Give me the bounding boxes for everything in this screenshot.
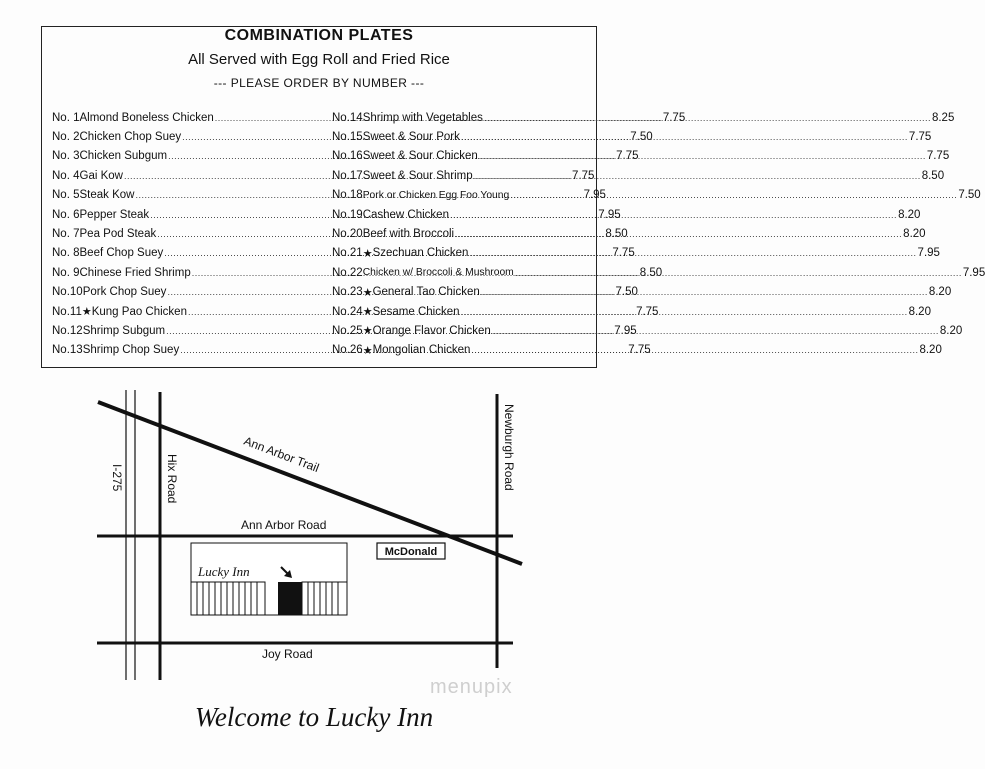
menu-item-number: No.15 [332, 131, 363, 144]
menu-item-price: 7.95 [583, 189, 606, 202]
menu-item-name: Sweet & Sour Pork [362, 131, 460, 144]
menu-order-note: --- PLEASE ORDER BY NUMBER --- [213, 76, 425, 90]
menu-item-price: 8.50 [639, 266, 663, 279]
menu-item-leader-dots [481, 287, 928, 297]
menu-item-number: No.25 [332, 324, 363, 337]
menu-item-star-icon: ★ [81, 306, 92, 319]
menu-item-price: 7.75 [572, 169, 595, 182]
menupix-watermark: menupix [430, 676, 513, 698]
menu-item-price: 7.95 [598, 208, 621, 221]
menu-item-name: Chicken Chop Suey [79, 131, 182, 144]
menu-item-name: Pork Chop Suey [82, 286, 167, 299]
menu-item-star-icon: ★ [362, 286, 373, 299]
ann-arbor-road-label: Ann Arbor Road [241, 518, 327, 532]
menu-item-name: Pepper Steak [79, 208, 150, 221]
menu-item-leader-dots [455, 229, 902, 239]
menu-item-leader-dots [510, 190, 957, 200]
menu-item-number: No. 3 [52, 150, 80, 163]
menu-item-number: No.26 [332, 344, 363, 357]
menu-item-name: Chinese Fried Shrimp [79, 266, 191, 279]
lucky-inn-store-unit [278, 582, 302, 615]
menu-item-price: 7.95 [614, 324, 637, 337]
menu-item-leader-dots [479, 151, 926, 161]
menu-item-number: No. 1 [52, 111, 80, 124]
menu-item-number: No.12 [52, 324, 83, 337]
menu-item-number: No.14 [332, 111, 363, 124]
menu-item-price: 8.20 [908, 305, 931, 318]
combination-plates-menu [41, 26, 985, 368]
menu-item-price: 7.50 [958, 189, 981, 202]
menu-item-number: No.17 [332, 169, 363, 182]
menu-item-price: 8.50 [605, 228, 628, 241]
menu-item-name: Almond Boneless Chicken [79, 111, 214, 124]
menu-item-leader-dots [484, 113, 931, 123]
menu-item-leader-dots [471, 345, 918, 355]
menu-subtitle: All Served with Egg Roll and Fried Rice [188, 51, 450, 68]
menu-item-name: Steak Kow [79, 189, 135, 202]
menu-item-number: No.13 [52, 344, 83, 357]
storefront-stripes-right [302, 582, 347, 615]
menu-item-leader-dots [492, 326, 939, 336]
menu-item-price: 7.75 [616, 150, 639, 163]
menu-item-price: 8.50 [921, 169, 945, 182]
menu-item-number: No. 2 [52, 131, 80, 144]
menu-item-name: Szechuan Chicken [372, 247, 469, 260]
menu-item-star-icon: ★ [362, 247, 373, 260]
menu-item-price: 8.20 [919, 344, 942, 357]
lucky-inn-map-label: Lucky Inn [198, 564, 250, 579]
menu-item-leader-dots [474, 171, 921, 181]
ann-arbor-trail-label: Ann Arbor Trail [241, 433, 322, 476]
menu-item-name: Shrimp with Vegetables [362, 111, 483, 124]
menu-item-price: 8.20 [903, 228, 926, 241]
menu-item-price: 8.20 [928, 286, 952, 299]
menu-item-number: No. 6 [52, 208, 80, 221]
menu-column-right [332, 108, 985, 360]
welcome-text: Welcome to Lucky Inn [194, 702, 434, 732]
menu-item-name: General Tao Chicken [372, 286, 480, 299]
menu-item-name: Chicken Subgum [79, 150, 168, 163]
menu-item-name: Pea Pod Steak [79, 228, 157, 241]
menu-item-price: 7.75 [662, 111, 686, 124]
menu-item-price: 7.50 [615, 286, 638, 299]
menu-item-price: 7.75 [908, 131, 932, 144]
menu-item-number: No.10 [52, 286, 83, 299]
menu-item-name: Shrimp Chop Suey [82, 344, 180, 357]
menu-item-name: Mongolian Chicken [372, 344, 471, 357]
menu-item [332, 166, 945, 185]
menu-item-leader-dots [469, 248, 916, 258]
menu-item-leader-dots [461, 307, 908, 317]
menu-item-number: No.24 [332, 305, 363, 318]
menu-item-name: Shrimp Subgum [82, 324, 166, 337]
menu-item-price: 7.75 [636, 305, 659, 318]
menu-item-name: Beef with Broccoli [362, 228, 455, 241]
menu-item-price: 7.50 [630, 131, 653, 144]
menu-item-leader-dots [450, 210, 897, 220]
menu-item-name: Sweet & Sour Shrimp [362, 169, 473, 182]
menu-item-star-icon: ★ [362, 344, 373, 357]
menu-item-name: Kung Pao Chicken [91, 305, 187, 318]
menu-item-price: 7.75 [612, 247, 635, 260]
menu-item-name: Gai Kow [79, 169, 123, 182]
menu-item-number: No.20 [332, 228, 363, 241]
mcdonald-label: McDonald [384, 546, 438, 558]
menu-item-number: No.19 [332, 208, 363, 221]
menu-item-number: No. 7 [52, 228, 80, 241]
menu-item-star-icon: ★ [362, 325, 373, 338]
joy-road-label: Joy Road [262, 647, 313, 661]
menu-item-name: Cashew Chicken [362, 208, 449, 221]
menu-item-price: 7.75 [926, 150, 950, 163]
menu-item-name: Pork or Chicken Egg Foo Young [362, 189, 510, 201]
newburgh-road-label: Newburgh Road [502, 404, 516, 491]
menu-item-price: 7.95 [917, 247, 940, 260]
menu-item-number: No. 5 [52, 189, 80, 202]
menu-item-number: No. 4 [52, 169, 80, 182]
storefront-stripes-left [191, 582, 265, 615]
menu-item-number: No.21 [332, 247, 363, 260]
menu-item-price: 7.75 [628, 344, 651, 357]
menu-item-name: Sweet & Sour Chicken [362, 150, 478, 163]
menu-item-number: No.11 [52, 305, 82, 318]
menu-item-price: 7.95 [962, 266, 985, 279]
menu-item-leader-dots [515, 268, 962, 278]
menu-item-price: 8.25 [931, 111, 955, 124]
menu-item-number: No.23 [332, 286, 363, 299]
menu-item-name: Beef Chop Suey [79, 247, 164, 260]
menu-item [332, 147, 950, 166]
menu-item-number: No. 9 [52, 266, 80, 279]
ann-arbor-trail-line [98, 402, 522, 564]
menu-item-price: 8.20 [939, 324, 963, 337]
i275-label: I-275 [110, 464, 124, 492]
menu-item-number: No.16 [332, 150, 363, 163]
menu-item-name: Chicken w/ Broccoli & Mushroom [362, 267, 514, 279]
menu-item-number: No.18 [332, 189, 363, 202]
menu-item-name: Orange Flavor Chicken [372, 324, 491, 337]
menu-item-leader-dots [461, 132, 908, 142]
hix-road-label: Hix Road [165, 454, 179, 504]
menu-item-price: 8.20 [898, 208, 921, 221]
menu-item-number: No. 8 [52, 247, 80, 260]
menu-item-number: No.22 [332, 266, 363, 279]
menu-item-star-icon: ★ [362, 306, 373, 319]
location-map [0, 380, 628, 680]
menu-item-name: Sesame Chicken [372, 305, 460, 318]
menu-title: COMBINATION PLATES [224, 27, 414, 44]
